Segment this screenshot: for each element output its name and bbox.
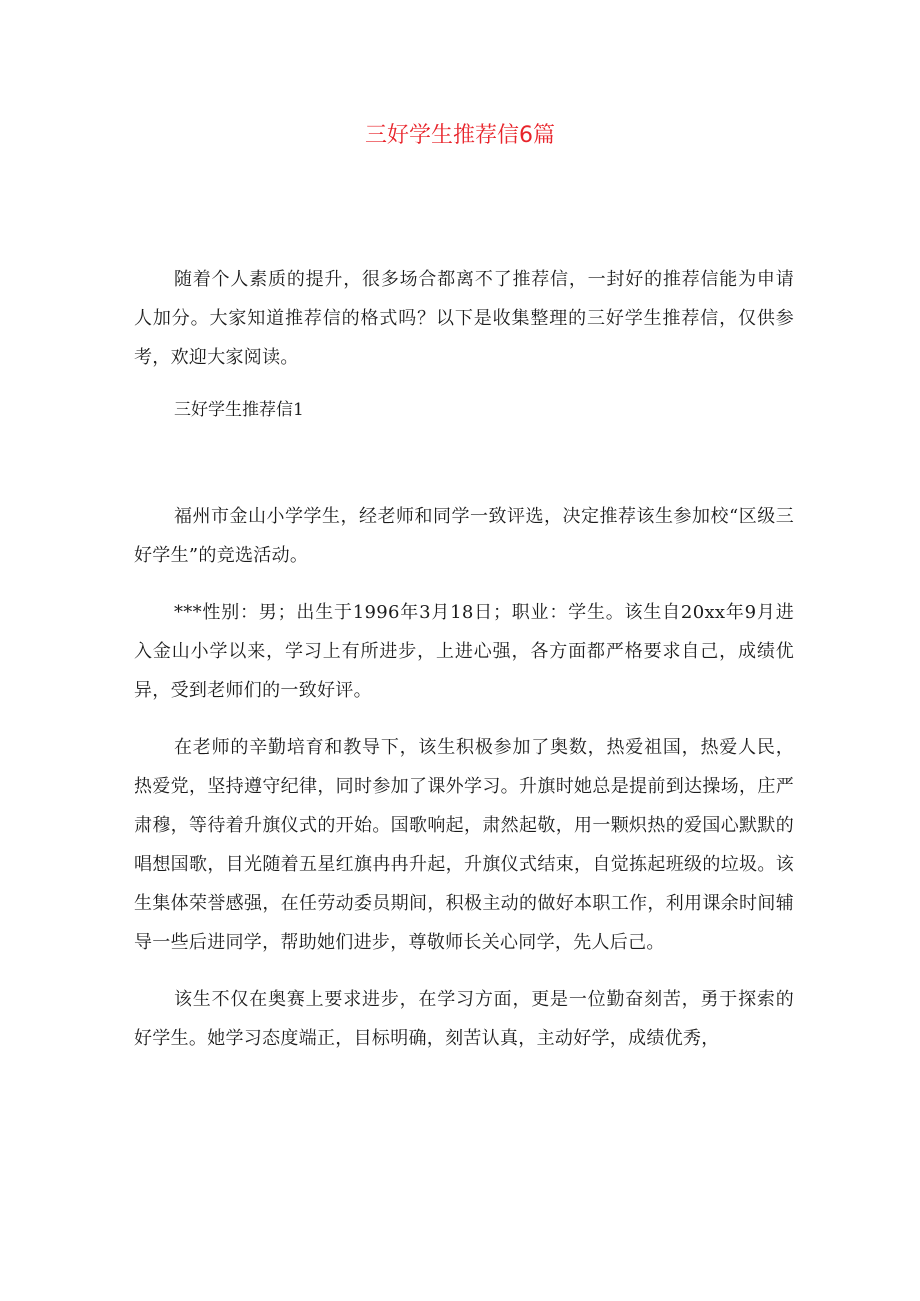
intro-paragraph: 随着个人素质的提升，很多场合都离不了推荐信，一封好的推荐信能为申请人加分。大家知道推荐信的格式吗？以下是收集整理的三好学生推荐信，仅供参考，欢迎大家阅读。	[134, 269, 794, 368]
section-heading: 三好学生推荐信1	[174, 400, 304, 420]
document-body	[134, 260, 794, 1076]
body-paragraph-2: ***性别：男；出生于1996年3月18日；职业：学生。该生自20xx年9月进入金山小学以来，学习上有所进步，上进心强，各方面都严格要求自己，成绩优异，受到老师们的一致好评。	[134, 602, 794, 701]
body-paragraph-1: 福州市金山小学学生，经老师和同学一致评选，决定推荐该生参加校“区级三好学生”的竞选活动。	[134, 506, 794, 566]
body-paragraph-3: 在老师的辛勤培育和教导下，该生积极参加了奥数，热爱祖国，热爱人民，热爱党，坚持遵守纪律，同时参加了课外学习。升旗时她总是提前到达操场，庄严肃穆，等待着升旗仪式的开始。国歌响起，肃然起敬，用一颗炽热的爱国心默默的唱想国歌，目光随着五星红旗冉冉升起，升旗仪式结束，自觉拣起班级的垃圾。该生集体荣誉感强，在任劳动委员期间，积极主动的做好本职工作，利用课余时间辅导一些后进同学，帮助她们进步，尊敬师长关心同学，先人后己。	[134, 737, 794, 953]
body-paragraph-4: 该生不仅在奥赛上要求进步，在学习方面，更是一位勤奋刻苦，勇于探索的好学生。她学习态度端正，目标明确，刻苦认真，主动好学，成绩优秀，	[134, 989, 794, 1049]
document-title: 三好学生推荐信6篇	[365, 123, 555, 148]
